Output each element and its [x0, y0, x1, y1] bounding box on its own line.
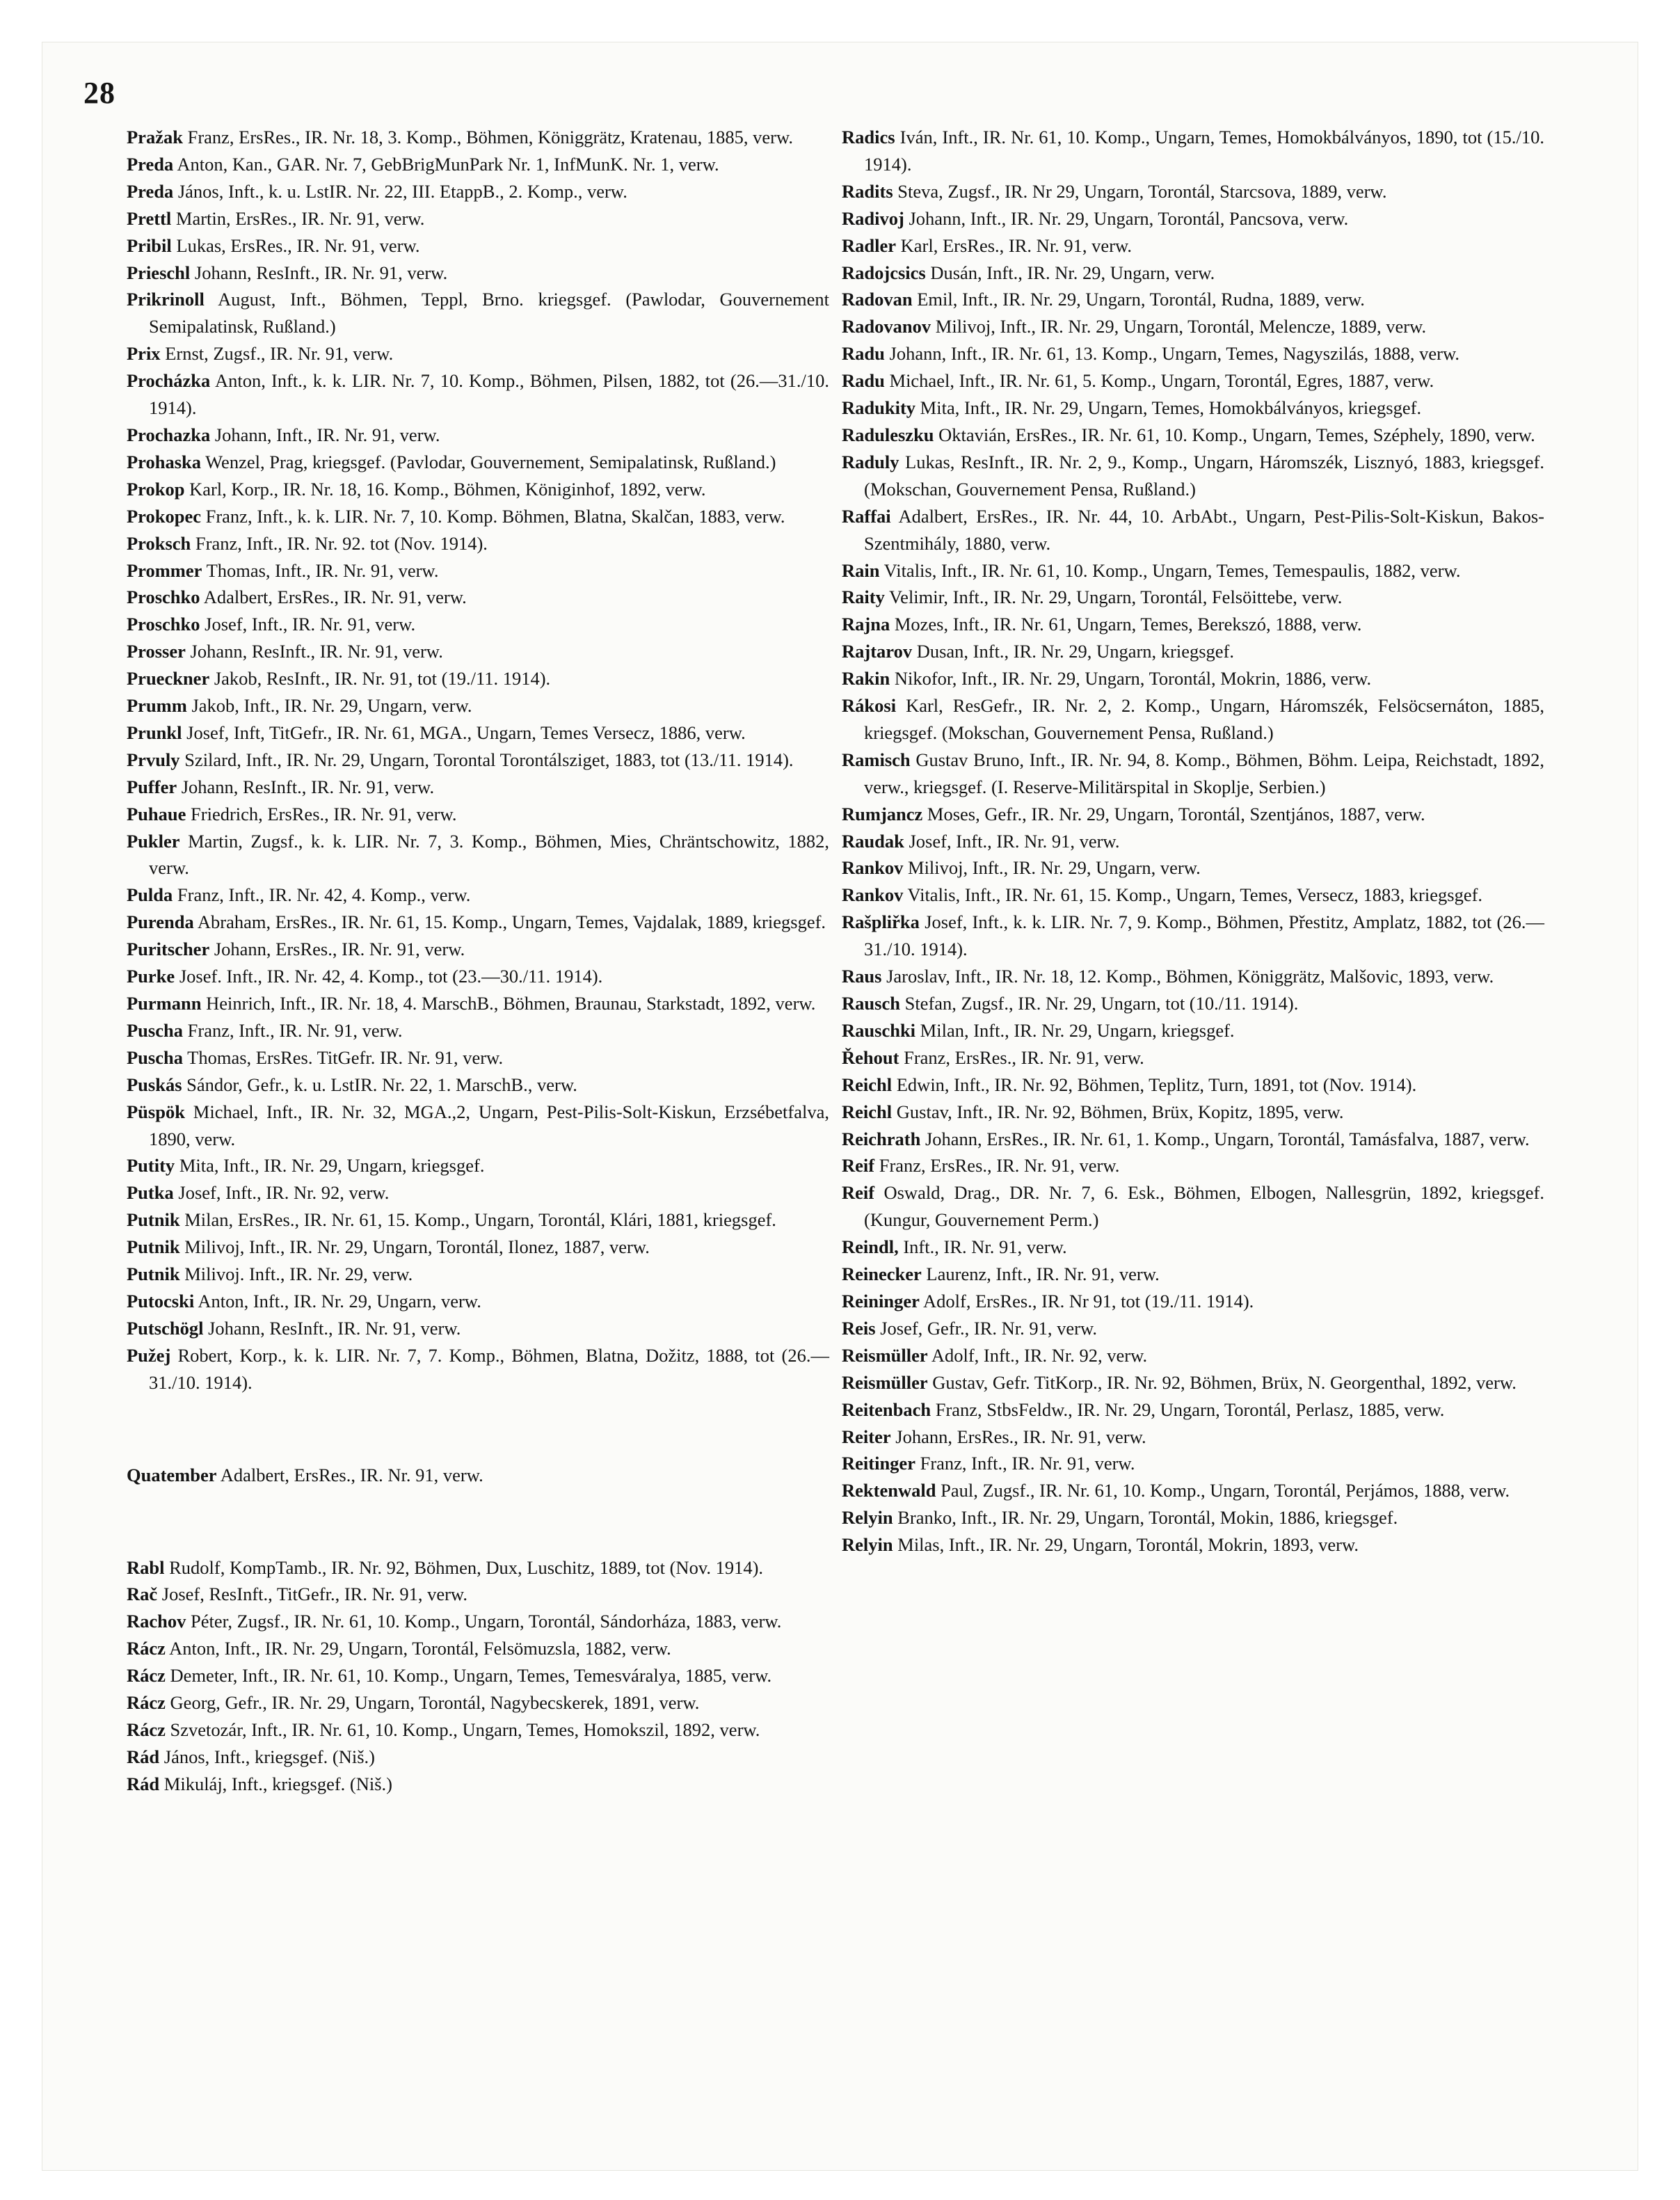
entry-details: Michael, Inft., IR. Nr. 61, 5. Komp., Ungarn, Torontál, Egres, 1887, verw. — [889, 370, 1434, 392]
surname: Prosser — [127, 641, 186, 662]
entry-details: Milan, Inft., IR. Nr. 29, Ungarn, kriegsgef. — [920, 1019, 1235, 1041]
entry-details: Milivoj, Inft., IR. Nr. 29, Ungarn, Torontál, Melencze, 1889, verw. — [935, 316, 1427, 337]
surname: Prettl — [127, 207, 172, 229]
list-entry — [127, 1071, 829, 1099]
surname: Reindl, — [842, 1236, 899, 1258]
surname: Reif — [842, 1155, 875, 1177]
list-entry — [127, 1152, 829, 1179]
surname: Purmann — [127, 993, 202, 1014]
entry-details: Martin, ErsRes., IR. Nr. 91, verw. — [175, 207, 425, 229]
entry-details: Karl, ResGefr., IR. Nr. 2, 2. Komp., Ungarn, Háromszék, Felsöcsernáton, 1885, kriegsgef. (Mokschan, Gouvernement Pensa, Rußland.) — [864, 695, 1544, 743]
list-entry — [127, 1315, 829, 1342]
list-entry — [127, 1771, 829, 1798]
entry-details: Anton, Inft., IR. Nr. 29, Ungarn, verw. — [198, 1290, 481, 1312]
entry-details: Demeter, Inft., IR. Nr. 61, 10. Komp., Ungarn, Temes, Temesváralya, 1885, verw. — [170, 1665, 772, 1687]
entry-details: Michael, Inft., IR. Nr. 32, MGA.,2, Ungarn, Pest-Pilis-Solt-Kiskun, Erzsébetfalva, 1890, verw. — [149, 1101, 829, 1149]
list-entry — [127, 747, 829, 774]
surname: Radovan — [842, 289, 913, 310]
surname: Relyin — [842, 1534, 893, 1556]
entry-details: Emil, Inft., IR. Nr. 29, Ungarn, Torontál, Rudna, 1889, verw. — [917, 289, 1365, 310]
list-entry — [127, 232, 829, 260]
entry-details: Szvetozár, Inft., IR. Nr. 61, 10. Komp., Ungarn, Temes, Homokszil, 1892, verw. — [170, 1719, 760, 1740]
list-entry — [842, 801, 1544, 828]
entry-details: Mita, Inft., IR. Nr. 29, Ungarn, kriegsgef. — [179, 1155, 485, 1177]
list-entry — [127, 286, 829, 340]
surname: Putka — [127, 1182, 174, 1204]
list-entry — [842, 1396, 1544, 1424]
surname: Prokop — [127, 478, 185, 500]
list-entry — [127, 1554, 829, 1581]
surname: Rakin — [842, 668, 890, 690]
entry-details: Laurenz, Inft., IR. Nr. 91, verw. — [926, 1264, 1160, 1285]
surname: Rain — [842, 559, 880, 581]
entry-details: Josef, Inft., k. k. LIR. Nr. 7, 9. Komp., Böhmen, Přestitz, Amplatz, 1882, tot (26.—31./10. 1914). — [864, 911, 1545, 960]
list-entry — [842, 1071, 1544, 1099]
list-entry — [842, 990, 1544, 1017]
entry-details: Josef, ResInft., TitGefr., IR. Nr. 91, verw. — [161, 1584, 467, 1605]
list-entry — [842, 1504, 1544, 1531]
surname: Prohaska — [127, 451, 202, 472]
surname: Raduleszku — [842, 424, 934, 445]
list-entry — [842, 638, 1544, 665]
surname: Puskás — [127, 1074, 182, 1095]
surname: Rajna — [842, 614, 890, 635]
entry-details: Franz, Inft., k. k. LIR. Nr. 7, 10. Komp. Böhmen, Blatna, Skalčan, 1883, verw. — [205, 505, 785, 527]
entry-details: Mita, Inft., IR. Nr. 29, Ungarn, Temes, Homokbálványos, kriegsgef. — [920, 397, 1422, 419]
list-entry — [842, 1017, 1544, 1044]
list-entry — [127, 774, 829, 801]
surname: Raus — [842, 966, 882, 987]
list-entry — [127, 1635, 829, 1662]
list-entry — [127, 882, 829, 909]
entry-details: Franz, Inft., IR. Nr. 42, 4. Komp., verw. — [177, 884, 471, 906]
entry-details: Inft., IR. Nr. 91, verw. — [903, 1236, 1067, 1258]
surname: Prumm — [127, 695, 187, 717]
entry-details: Branko, Inft., IR. Nr. 29, Ungarn, Torontál, Mokin, 1886, kriegsgef. — [897, 1507, 1398, 1529]
entry-details: Lukas, ResInft., IR. Nr. 2, 9., Komp., Ungarn, Háromszék, Lisznyó, 1883, kriegsgef. (Mokschan, Gouvernement Pensa, Rußland.) — [864, 451, 1544, 500]
surname: Rabl — [127, 1556, 165, 1578]
surname: Radits — [842, 180, 893, 202]
entry-details: Jaroslav, Inft., IR. Nr. 18, 12. Komp., Böhmen, Königgrätz, Malšovic, 1893, verw. — [886, 966, 1494, 987]
list-entry — [842, 1450, 1544, 1477]
list-entry — [842, 828, 1544, 855]
list-entry — [842, 584, 1544, 611]
entry-details: Sándor, Gefr., k. u. LstIR. Nr. 22, 1. MarschB., verw. — [186, 1074, 577, 1095]
right-column — [842, 124, 1544, 1559]
list-entry — [842, 394, 1544, 422]
entry-details: Johann, ResInft., IR. Nr. 91, verw. — [181, 776, 435, 797]
list-entry — [842, 1531, 1544, 1559]
list-entry — [127, 909, 829, 936]
list-entry — [127, 260, 829, 287]
list-entry — [127, 205, 829, 232]
surname: Proschko — [127, 614, 200, 635]
surname: Raudak — [842, 830, 904, 852]
entry-details: Heinrich, Inft., IR. Nr. 18, 4. MarschB., Böhmen, Braunau, Starkstadt, 1892, verw. — [206, 993, 816, 1014]
surname: Radovanov — [842, 316, 931, 337]
list-entry — [842, 340, 1544, 367]
surname: Rachov — [127, 1611, 186, 1632]
entry-details: Péter, Zugsf., IR. Nr. 61, 10. Komp., Ungarn, Torontál, Sándorháza, 1883, verw. — [191, 1611, 782, 1632]
entry-details: Johann, Inft., IR. Nr. 91, verw. — [214, 424, 440, 445]
list-entry — [127, 1234, 829, 1261]
list-entry — [127, 1608, 829, 1635]
surname: Preda — [127, 180, 174, 202]
entry-details: Mozes, Inft., IR. Nr. 61, Ungarn, Temes, Berekszó, 1888, verw. — [894, 614, 1362, 635]
left-column — [127, 124, 829, 1798]
list-entry — [842, 422, 1544, 449]
list-entry — [127, 476, 829, 503]
list-entry — [127, 1662, 829, 1689]
entry-details: Johann, ErsRes., IR. Nr. 91, verw. — [214, 939, 465, 960]
surname: Pulda — [127, 884, 173, 906]
list-entry — [127, 1581, 829, 1608]
entry-details: Johann, ErsRes., IR. Nr. 91, verw. — [895, 1426, 1146, 1447]
surname: Reichl — [842, 1101, 893, 1122]
list-entry — [127, 611, 829, 638]
surname: Rektenwald — [842, 1480, 936, 1501]
list-entry — [127, 801, 829, 828]
entry-details: Karl, Korp., IR. Nr. 18, 16. Komp., Böhmen, Königinhof, 1892, verw. — [189, 478, 706, 500]
entry-details: János, Inft., k. u. LstIR. Nr. 22, III. EtappB., 2. Komp., verw. — [177, 180, 627, 202]
surname: Radics — [842, 127, 895, 148]
surname: Rauschki — [842, 1019, 916, 1041]
surname: Puscha — [127, 1019, 183, 1041]
entry-details: Gustav, Inft., IR. Nr. 92, Böhmen, Brüx, Kopitz, 1895, verw. — [896, 1101, 1344, 1122]
surname: Radukity — [842, 397, 916, 419]
surname: Püspök — [127, 1101, 185, 1122]
list-entry — [842, 1179, 1544, 1234]
surname: Pukler — [127, 830, 180, 852]
surname: Reininger — [842, 1290, 920, 1312]
list-entry — [842, 909, 1544, 963]
entry-details: Josef, Inft, TitGefr., IR. Nr. 61, MGA., Ungarn, Temes Versecz, 1886, verw. — [186, 722, 746, 743]
entry-details: Johann, ResInft., IR. Nr. 91, verw. — [208, 1317, 461, 1339]
list-entry — [127, 1179, 829, 1206]
surname: Putnik — [127, 1264, 180, 1285]
list-entry — [842, 1261, 1544, 1288]
surname: Rácz — [127, 1719, 166, 1740]
list-entry — [842, 557, 1544, 584]
surname: Putnik — [127, 1236, 180, 1258]
surname: Prunkl — [127, 722, 182, 743]
list-entry — [127, 151, 829, 178]
surname: Reiter — [842, 1426, 891, 1447]
surname: Prommer — [127, 559, 202, 581]
list-entry — [127, 124, 829, 151]
surname: Prix — [127, 343, 161, 365]
entry-details: Oktavián, ErsRes., IR. Nr. 61, 10. Komp., Ungarn, Temes, Széphely, 1890, verw. — [938, 424, 1535, 445]
list-entry — [127, 557, 829, 584]
entry-details: Franz, Inft., IR. Nr. 91, verw. — [920, 1453, 1135, 1474]
list-entry — [842, 286, 1544, 313]
surname: Rácz — [127, 1638, 166, 1659]
list-entry — [127, 1017, 829, 1044]
surname: Pribil — [127, 234, 172, 256]
entry-details: Stefan, Zugsf., IR. Nr. 29, Ungarn, tot (10./11. 1914). — [904, 993, 1299, 1014]
list-entry — [842, 854, 1544, 882]
surname: Rákosi — [842, 695, 897, 717]
surname: Reismüller — [842, 1371, 928, 1393]
list-entry — [127, 665, 829, 692]
list-entry — [842, 963, 1544, 990]
surname: Rumjancz — [842, 803, 923, 824]
entry-details: Oswald, Drag., DR. Nr. 7, 6. Esk., Böhmen, Elbogen, Nallesgrün, 1892, kriegsgef. (Kungur, Gouvernement Perm.) — [864, 1182, 1545, 1231]
surname: Rád — [127, 1773, 160, 1794]
list-entry — [842, 232, 1544, 260]
entry-details: Moses, Gefr., IR. Nr. 29, Ungarn, Torontál, Szentjános, 1887, verw. — [927, 803, 1425, 824]
surname: Radojcsics — [842, 262, 926, 283]
list-entry — [842, 1152, 1544, 1179]
surname: Proschko — [127, 587, 200, 608]
list-entry — [842, 1315, 1544, 1342]
surname: Preda — [127, 153, 174, 175]
surname: Reismüller — [842, 1344, 928, 1366]
entry-details: Adalbert, ErsRes., IR. Nr. 44, 10. ArbAbt., Ungarn, Pest-Pilis-Solt-Kiskun, Bakos-Szentmihály, 1880, verw. — [864, 505, 1544, 554]
entry-details: Adolf, Inft., IR. Nr. 92, verw. — [931, 1344, 1148, 1366]
list-entry — [127, 584, 829, 611]
entry-details: Johann, ErsRes., IR. Nr. 61, 1. Komp., Ungarn, Torontál, Tamásfalva, 1887, verw. — [925, 1128, 1530, 1149]
surname: Rač — [127, 1584, 158, 1605]
list-entry — [127, 449, 829, 476]
list-entry — [842, 367, 1544, 394]
entry-details: Franz, StbsFeldw., IR. Nr. 29, Ungarn, Torontál, Perlasz, 1885, verw. — [935, 1398, 1445, 1420]
list-entry — [127, 367, 829, 422]
entry-details: Wenzel, Prag, kriegsgef. (Pavlodar, Gouvernement, Semipalatinsk, Rußland.) — [205, 451, 776, 472]
list-entry — [842, 1369, 1544, 1396]
surname: Raduly — [842, 451, 899, 472]
surname: Puffer — [127, 776, 177, 797]
list-entry — [842, 882, 1544, 909]
list-entry — [127, 178, 829, 205]
list-entry — [127, 828, 829, 882]
surname: Prueckner — [127, 668, 210, 690]
entry-details: Milan, ErsRes., IR. Nr. 61, 15. Komp., Ungarn, Torontál, Klári, 1881, kriegsgef. — [184, 1209, 776, 1231]
entry-details: Martin, Zugsf., k. k. LIR. Nr. 7, 3. Komp., Böhmen, Mies, Chräntschowitz, 1882, verw. — [149, 830, 830, 879]
surname: Rankov — [842, 857, 904, 879]
surname: Reis — [842, 1317, 876, 1339]
surname: Putnik — [127, 1209, 180, 1231]
list-entry — [842, 449, 1544, 503]
list-entry — [842, 1424, 1544, 1451]
list-entry — [842, 1044, 1544, 1071]
entry-details: Gustav Bruno, Inft., IR. Nr. 94, 8. Komp., Böhmen, Böhm. Leipa, Reichstadt, 1892, verw., kriegsgef. (I. Reserve-Militärspital in Skoplje, Serbien.) — [864, 749, 1544, 797]
entry-details: Franz, ErsRes., IR. Nr. 91, verw. — [879, 1155, 1120, 1177]
entry-details: Georg, Gefr., IR. Nr. 29, Ungarn, Torontál, Nagybecskerek, 1891, verw. — [170, 1692, 700, 1714]
entry-details: Nikofor, Inft., IR. Nr. 29, Ungarn, Torontál, Mokrin, 1886, verw. — [894, 668, 1372, 690]
surname: Relyin — [842, 1507, 893, 1529]
surname: Putity — [127, 1155, 175, 1177]
entry-details: Milas, Inft., IR. Nr. 29, Ungarn, Torontál, Mokrin, 1893, verw. — [897, 1534, 1359, 1556]
entry-details: Anton, Inft., k. k. LIR. Nr. 7, 10. Komp., Böhmen, Pilsen, 1882, tot (26.—31./10. 1914). — [149, 370, 829, 419]
entry-details: Edwin, Inft., IR. Nr. 92, Böhmen, Teplitz, Turn, 1891, tot (Nov. 1914). — [896, 1074, 1417, 1095]
entry-details: Gustav, Gefr. TitKorp., IR. Nr. 92, Böhmen, Brüx, N. Georgenthal, 1892, verw. — [932, 1371, 1517, 1393]
list-entry — [127, 503, 829, 530]
entry-details: Franz, ErsRes., IR. Nr. 91, verw. — [904, 1046, 1144, 1068]
surname: Rašpliřka — [842, 911, 920, 933]
surname: Reinecker — [842, 1264, 922, 1285]
entry-details: Robert, Korp., k. k. LIR. Nr. 7, 7. Komp., Böhmen, Blatna, Dožitz, 1888, tot (26.—31./10. 1914). — [149, 1344, 829, 1393]
entry-details: Johann, Inft., IR. Nr. 61, 13. Komp., Ungarn, Temes, Nagyszilás, 1888, verw. — [889, 343, 1460, 365]
entry-details: Thomas, Inft., IR. Nr. 91, verw. — [206, 559, 439, 581]
surname: Purke — [127, 966, 175, 987]
entry-details: Josef, Inft., IR. Nr. 91, verw. — [205, 614, 416, 635]
entry-details: Jakob, ResInft., IR. Nr. 91, tot (19./11. 1914). — [214, 668, 551, 690]
entry-details: Johann, Inft., IR. Nr. 29, Ungarn, Torontál, Pancsova, verw. — [909, 207, 1349, 229]
list-entry — [842, 1288, 1544, 1315]
section-gap — [127, 1396, 829, 1462]
surname: Putocski — [127, 1290, 195, 1312]
surname: Procházka — [127, 370, 211, 392]
list-entry — [842, 692, 1544, 747]
entry-details: Thomas, ErsRes. TitGefr. IR. Nr. 91, verw. — [187, 1046, 504, 1068]
entry-details: Franz, Inft., IR. Nr. 91, verw. — [187, 1019, 403, 1041]
surname: Prvuly — [127, 749, 180, 770]
entry-details: Anton, Inft., IR. Nr. 29, Ungarn, Torontál, Felsömuzsla, 1882, verw. — [169, 1638, 671, 1659]
list-entry — [127, 638, 829, 665]
surname: Puscha — [127, 1046, 183, 1068]
entry-details: Paul, Zugsf., IR. Nr. 61, 10. Komp., Ungarn, Torontál, Perjámos, 1888, verw. — [941, 1480, 1510, 1501]
entry-details: Franz, Inft., IR. Nr. 92. tot (Nov. 1914). — [195, 532, 488, 554]
surname: Radu — [842, 370, 885, 392]
surname: Rankov — [842, 884, 904, 906]
entry-details: János, Inft., kriegsgef. (Niš.) — [163, 1746, 375, 1767]
entry-details: Johann, ResInft., IR. Nr. 91, verw. — [194, 262, 448, 283]
list-entry — [842, 665, 1544, 692]
entry-details: Friedrich, ErsRes., IR. Nr. 91, verw. — [191, 803, 457, 824]
entry-details: Lukas, ErsRes., IR. Nr. 91, verw. — [176, 234, 420, 256]
entry-details: Vitalis, Inft., IR. Nr. 61, 10. Komp., Ungarn, Temes, Temespaulis, 1882, verw. — [883, 559, 1461, 581]
list-entry — [842, 1126, 1544, 1153]
surname: Reichl — [842, 1074, 893, 1095]
surname: Prikrinoll — [127, 289, 205, 310]
surname: Řehout — [842, 1046, 899, 1068]
entry-details: August, Inft., Böhmen, Teppl, Brno. kriegsgef. (Pawlodar, Gouvernement Semipalatinsk, Rußland.) — [149, 289, 829, 337]
entry-details: Franz, ErsRes., IR. Nr. 18, 3. Komp., Böhmen, Königgrätz, Kratenau, 1885, verw. — [187, 127, 793, 148]
list-entry — [842, 747, 1544, 801]
list-entry — [127, 1206, 829, 1234]
entry-details: Jakob, Inft., IR. Nr. 29, Ungarn, verw. — [191, 695, 472, 717]
list-entry — [842, 178, 1544, 205]
entry-details: Adolf, ErsRes., IR. Nr 91, tot (19./11. 1914). — [923, 1290, 1254, 1312]
entry-details: Adalbert, ErsRes., IR. Nr. 91, verw. — [203, 587, 467, 608]
entry-details: Josef, Gefr., IR. Nr. 91, verw. — [880, 1317, 1098, 1339]
surname: Pražak — [127, 127, 183, 148]
surname: Prokopec — [127, 505, 201, 527]
surname: Rád — [127, 1746, 160, 1767]
list-entry — [127, 422, 829, 449]
surname: Reif — [842, 1182, 875, 1204]
entry-details: Mikuláj, Inft., kriegsgef. (Niš.) — [163, 1773, 393, 1794]
list-entry — [127, 1261, 829, 1288]
entry-details: Milivoj. Inft., IR. Nr. 29, verw. — [184, 1264, 413, 1285]
surname: Prieschl — [127, 262, 191, 283]
entry-details: Abraham, ErsRes., IR. Nr. 61, 15. Komp., Ungarn, Temes, Vajdalak, 1889, kriegsgef. — [197, 911, 826, 933]
list-entry — [127, 963, 829, 990]
page-number: 28 — [83, 76, 115, 110]
list-entry — [842, 503, 1544, 557]
surname: Ramisch — [842, 749, 911, 770]
surname: Reitenbach — [842, 1398, 931, 1420]
list-entry — [127, 1099, 829, 1153]
entry-details: Rudolf, KompTamb., IR. Nr. 92, Böhmen, Dux, Luschitz, 1889, tot (Nov. 1914). — [169, 1556, 764, 1578]
entry-details: Dusán, Inft., IR. Nr. 29, Ungarn, verw. — [930, 262, 1215, 283]
entry-details: Velimir, Inft., IR. Nr. 29, Ungarn, Torontál, Felsöittebe, verw. — [888, 587, 1343, 608]
surname: Quatember — [127, 1464, 217, 1485]
surname: Pužej — [127, 1344, 171, 1366]
list-entry — [842, 1234, 1544, 1261]
list-entry — [127, 340, 829, 367]
list-entry — [127, 530, 829, 557]
list-entry — [842, 1342, 1544, 1369]
surname: Rajtarov — [842, 641, 913, 662]
surname: Puritscher — [127, 939, 210, 960]
surname: Radu — [842, 343, 885, 365]
surname: Radler — [842, 234, 897, 256]
list-entry — [842, 205, 1544, 232]
surname: Reichrath — [842, 1128, 921, 1149]
entry-details: Josef. Inft., IR. Nr. 42, 4. Komp., tot (23.—30./11. 1914). — [179, 966, 603, 987]
list-entry — [127, 1689, 829, 1716]
surname: Rácz — [127, 1665, 166, 1687]
surname: Putschögl — [127, 1317, 204, 1339]
entry-details: Adalbert, ErsRes., IR. Nr. 91, verw. — [220, 1464, 483, 1485]
list-entry — [842, 1477, 1544, 1504]
list-entry — [127, 1744, 829, 1771]
entry-details: Iván, Inft., IR. Nr. 61, 10. Komp., Ungarn, Temes, Homokbálványos, 1890, tot (15./10. 1914). — [864, 127, 1544, 175]
list-entry — [842, 1099, 1544, 1126]
list-entry — [127, 1716, 829, 1744]
list-entry — [127, 1288, 829, 1315]
list-entry — [127, 936, 829, 963]
list-entry — [127, 719, 829, 747]
list-entry — [127, 1342, 829, 1396]
list-entry — [842, 313, 1544, 340]
entry-details: Vitalis, Inft., IR. Nr. 61, 15. Komp., Ungarn, Temes, Versecz, 1883, kriegsgef. — [907, 884, 1483, 906]
surname: Raffai — [842, 505, 891, 527]
surname: Proksch — [127, 532, 191, 554]
surname: Reitinger — [842, 1453, 915, 1474]
entry-details: Milivoj, Inft., IR. Nr. 29, Ungarn, Torontál, Ilonez, 1887, verw. — [184, 1236, 650, 1258]
entry-details: Karl, ErsRes., IR. Nr. 91, verw. — [900, 234, 1133, 256]
list-entry — [127, 692, 829, 719]
entry-details: Josef, Inft., IR. Nr. 91, verw. — [909, 830, 1120, 852]
entry-details: Josef, Inft., IR. Nr. 92, verw. — [178, 1182, 390, 1204]
entry-details: Ernst, Zugsf., IR. Nr. 91, verw. — [165, 343, 394, 365]
surname: Purenda — [127, 911, 194, 933]
list-entry — [127, 990, 829, 1017]
surname: Rácz — [127, 1692, 166, 1714]
surname: Radivoj — [842, 207, 904, 229]
surname: Prochazka — [127, 424, 211, 445]
list-entry — [127, 1044, 829, 1071]
surname: Puhaue — [127, 803, 186, 824]
list-entry — [842, 124, 1544, 178]
list-entry — [842, 611, 1544, 638]
entry-details: Szilard, Inft., IR. Nr. 29, Ungarn, Torontal Torontálsziget, 1883, tot (13./11. 1914). — [184, 749, 794, 770]
list-entry — [127, 1462, 829, 1489]
entry-details: Anton, Kan., GAR. Nr. 7, GebBrigMunPark Nr. 1, InfMunK. Nr. 1, verw. — [177, 153, 719, 175]
surname: Rausch — [842, 993, 900, 1014]
section-gap — [127, 1489, 829, 1554]
entry-details: Johann, ResInft., IR. Nr. 91, verw. — [190, 641, 443, 662]
list-entry — [842, 260, 1544, 287]
entry-details: Steva, Zugsf., IR. Nr 29, Ungarn, Torontál, Starcsova, 1889, verw. — [897, 180, 1387, 202]
entry-details: Dusan, Inft., IR. Nr. 29, Ungarn, kriegsgef. — [916, 641, 1234, 662]
entry-details: Milivoj, Inft., IR. Nr. 29, Ungarn, verw. — [908, 857, 1201, 879]
surname: Raity — [842, 587, 885, 608]
